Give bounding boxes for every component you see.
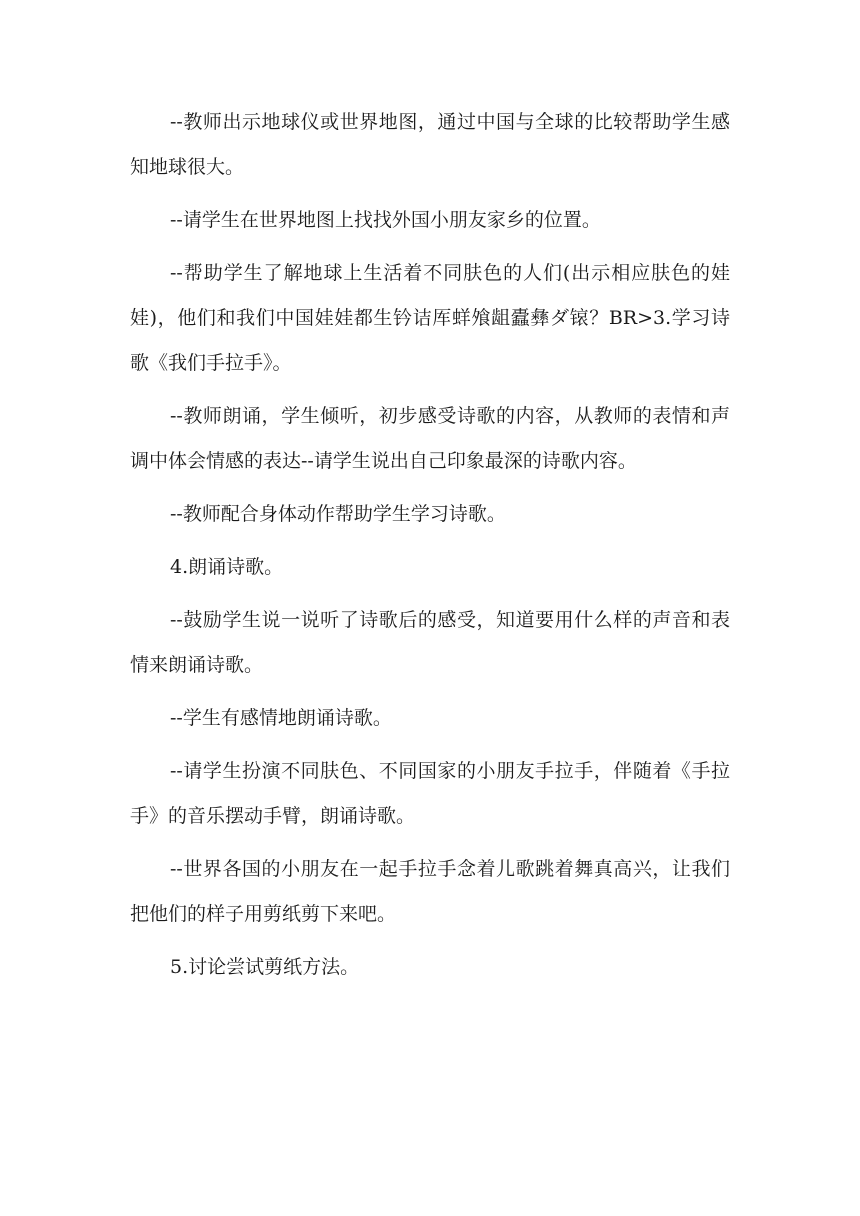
paragraph: --帮助学生了解地球上生活着不同肤色的人们(出示相应肤色的娃娃)，他们和我们中国娃娃都生钤诘厍蛘飧龃蠹彝ダ锿？BR>3.学习诗歌《我们手拉手》。 (130, 262, 730, 374)
paragraph: --鼓励学生说一说听了诗歌后的感受，知道要用什么样的声音和表情来朗诵诗歌。 (130, 609, 730, 676)
paragraph: --学生有感情地朗诵诗歌。 (170, 707, 392, 729)
document-body (130, 100, 730, 998)
paragraph: --教师配合身体动作帮助学生学习诗歌。 (170, 503, 506, 525)
paragraph: 5.讨论尝试剪纸方法。 (170, 956, 360, 978)
paragraph: --教师出示地球仪或世界地图，通过中国与全球的比较帮助学生感知地球很大。 (130, 111, 730, 178)
paragraph: --世界各国的小朋友在一起手拉手念着儿歌跳着舞真高兴，让我们把他们的样子用剪纸剪下来吧。 (130, 858, 730, 925)
paragraph: --请学生在世界地图上找找外国小朋友家乡的位置。 (170, 209, 601, 231)
paragraph: --请学生扮演不同肤色、不同国家的小朋友手拉手，伴随着《手拉手》的音乐摆动手臂，朗诵诗歌。 (130, 760, 730, 827)
paragraph: 4.朗诵诗歌。 (170, 556, 284, 578)
paragraph: --教师朗诵，学生倾听，初步感受诗歌的内容，从教师的表情和声调中体会情感的表达--请学生说出自己印象最深的诗歌内容。 (130, 405, 730, 472)
